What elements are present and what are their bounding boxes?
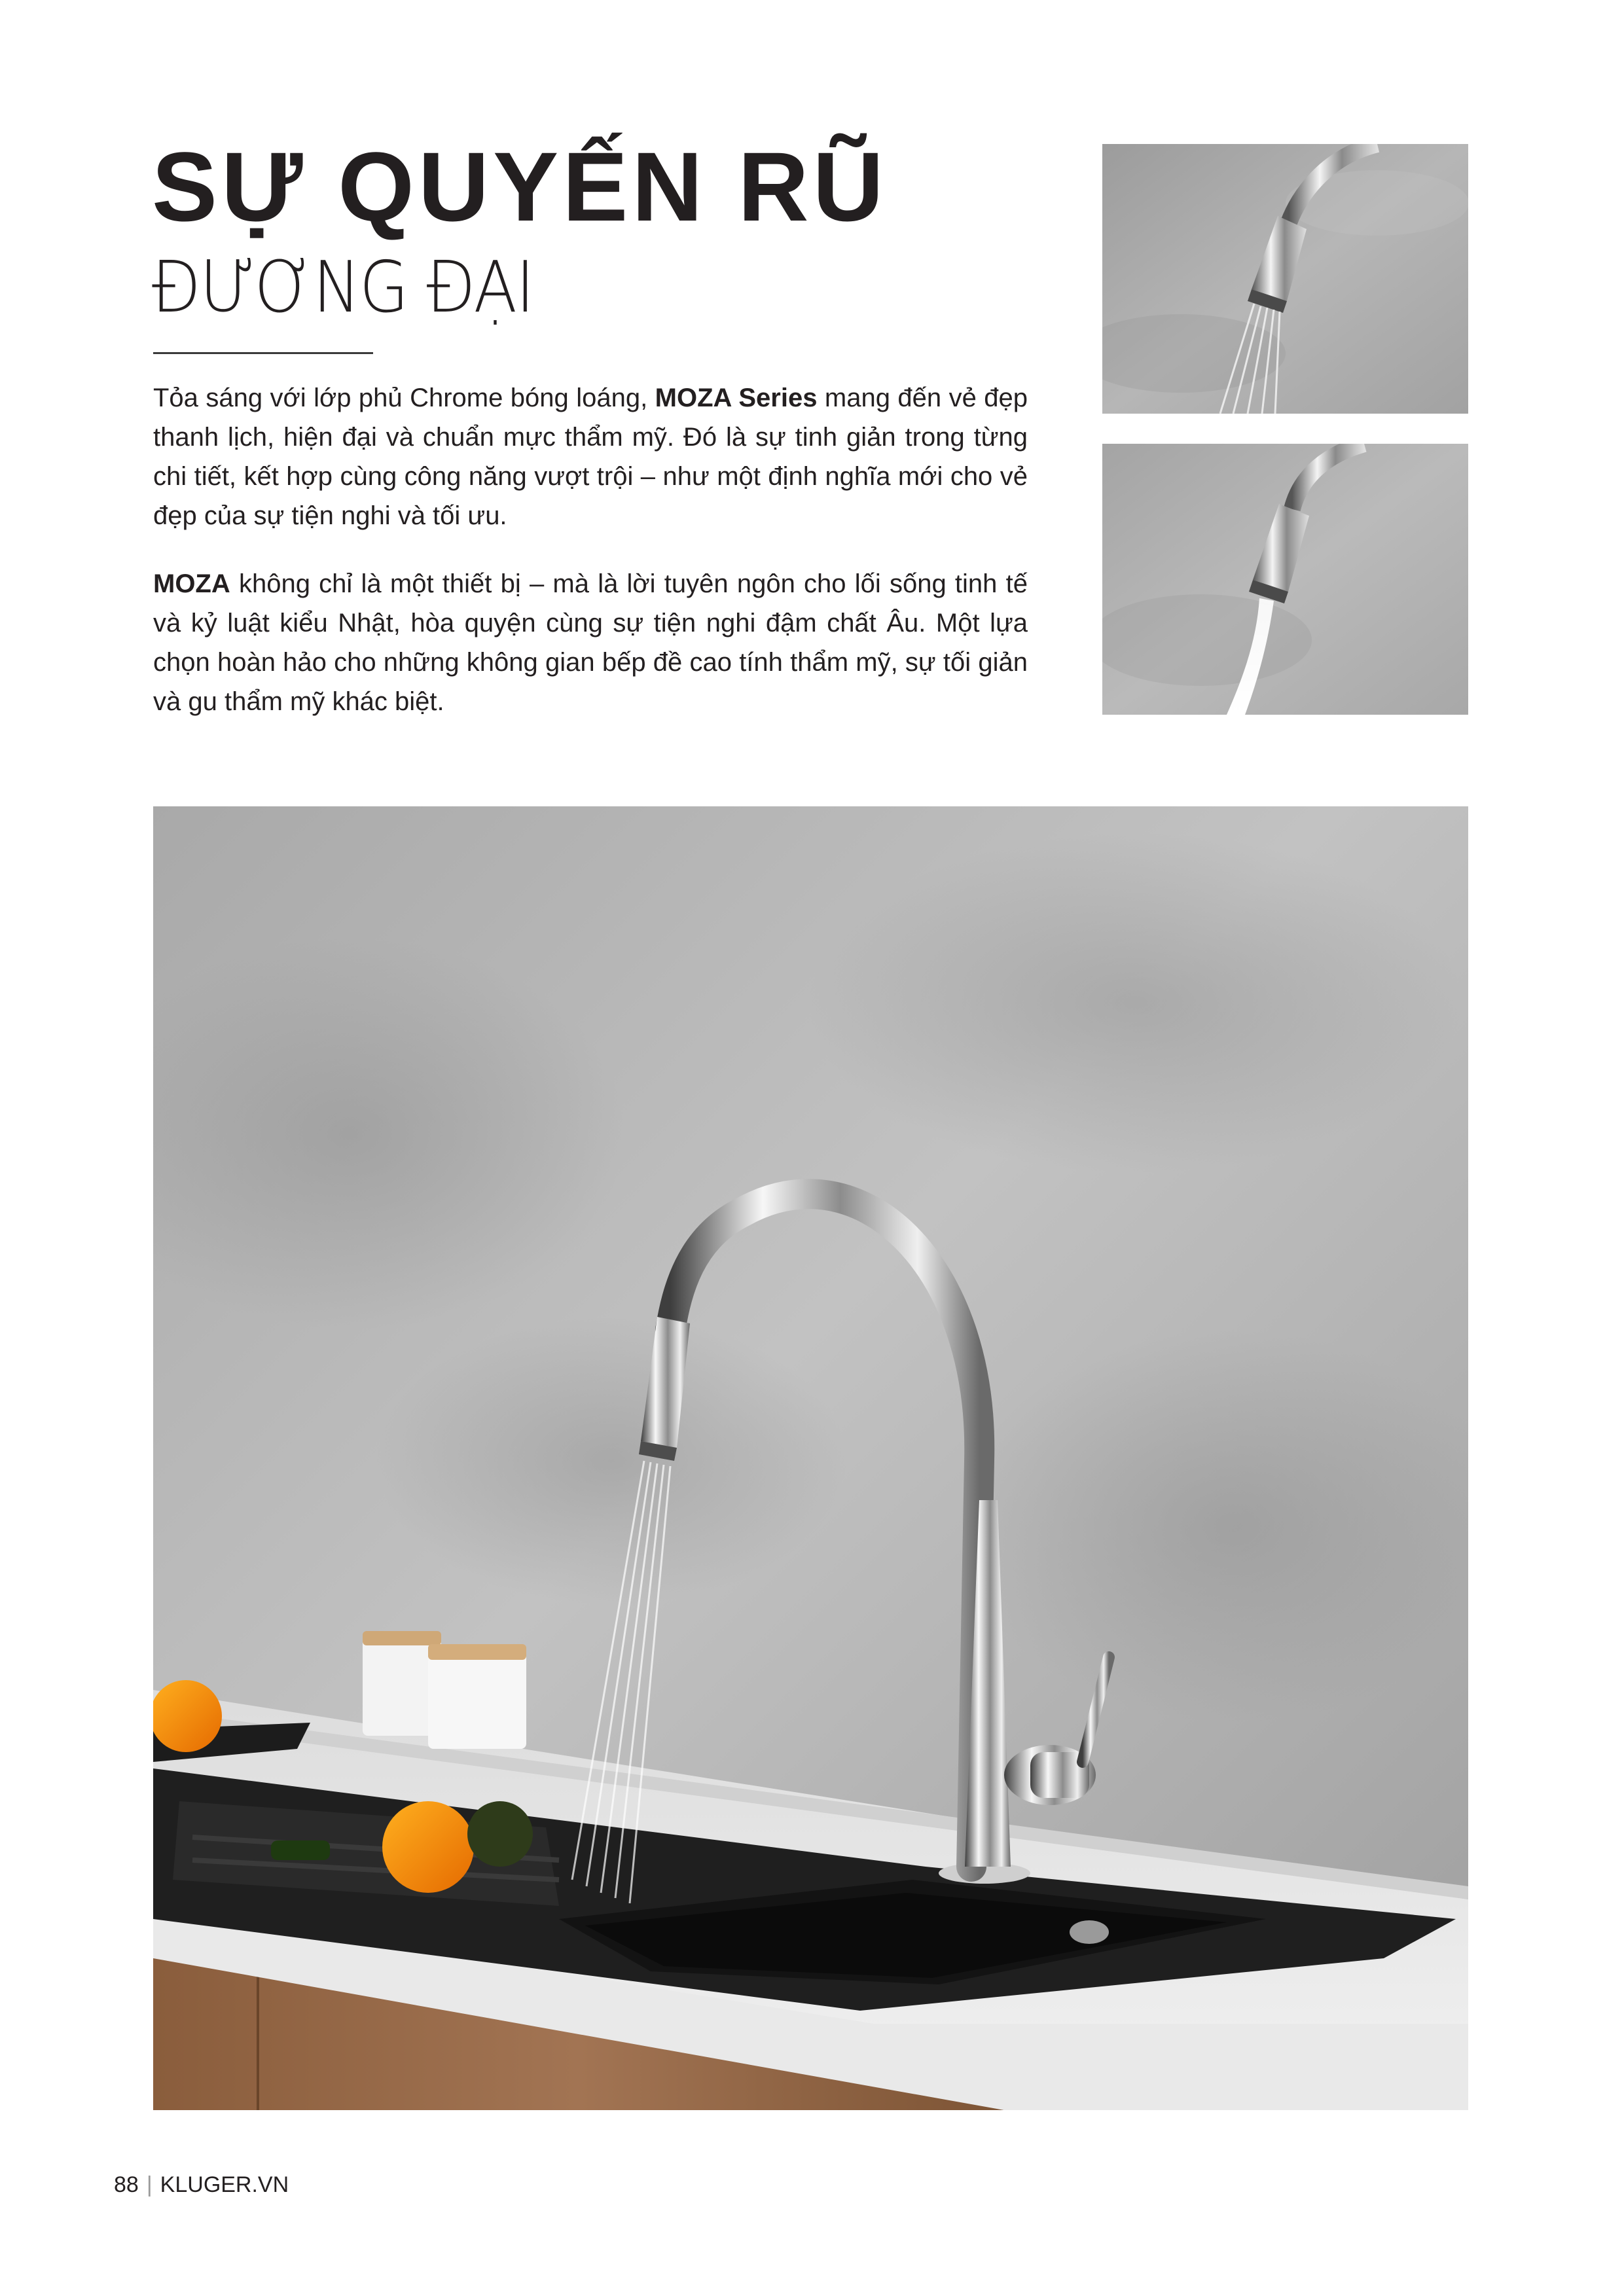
title-line-1: SỰ QUYẾN RŨ [152, 132, 888, 242]
page-footer [114, 2172, 289, 2198]
title-divider [153, 352, 373, 354]
intro-paragraph-1: Tỏa sáng với lớp phủ Chrome bóng loáng, MOZA Series mang đến vẻ đẹp thanh lịch, hiện đại và chuẩn mực thẩm mỹ. Đó là sự tinh giản trong từng chi tiết, kết hợp cùng công năng vượt trội – như một định nghĩa mới cho vẻ đẹp của sự tiện nghi và tối ưu. [153, 384, 1028, 530]
intro-paragraph-2: MOZA không chỉ là một thiết bị – mà là lời tuyên ngôn cho lối sống tinh tế và kỷ luật kiểu Nhật, hòa quyện cùng sự tiện nghi đậm chất Âu. Một lựa chọn hoàn hảo cho những không gian bếp đề cao tính thẩm mỹ, sự tối giản và gu thẩm mỹ khác biệt. [153, 569, 1028, 716]
faucet-spray-closeup-photo [1102, 144, 1468, 414]
brand-name: MOZA [153, 569, 230, 598]
faucet-stream-closeup-photo [1102, 444, 1468, 715]
kitchen-faucet-hero-photo [153, 806, 1468, 2110]
footer-separator: | [146, 2172, 153, 2197]
page-number: 88 [114, 2172, 139, 2197]
title-line-2: ĐƯƠNG ĐẠI [152, 247, 534, 329]
brand-series-name: MOZA Series [655, 384, 818, 412]
website-link[interactable]: KLUGER.VN [160, 2172, 289, 2197]
intro-text [153, 378, 1028, 750]
